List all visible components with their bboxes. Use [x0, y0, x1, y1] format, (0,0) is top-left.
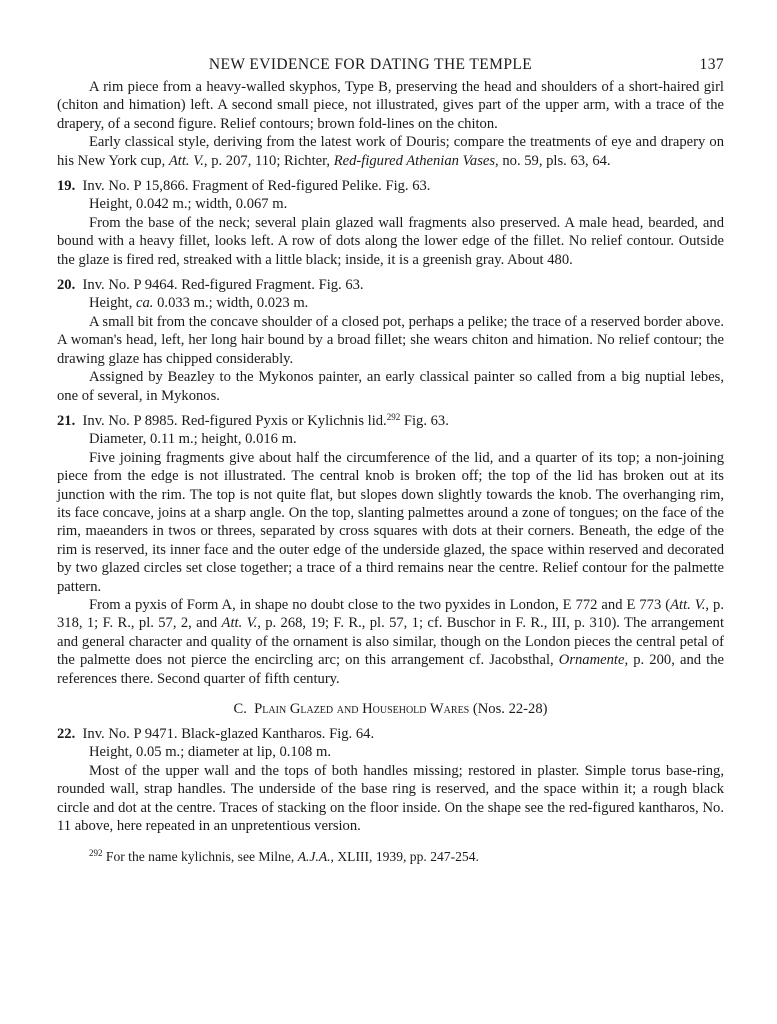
section-title: Plain Glazed and Household Wares: [254, 701, 470, 717]
running-title: NEW EVIDENCE FOR DATING THE TEMPLE: [208, 56, 533, 73]
catalogue-entry-21: [57, 412, 724, 688]
entry-description: A small bit from the concave shoulder of a closed pot, perhaps a pelike; the trace of a reserved border above. A woman's head, left, her long hair bound by a broad fillet; she wears chiton and himation. No relief contour; the drawing glaze has chipped considerably.: [57, 313, 724, 367]
entry-dimensions: Height, ca. 0.033 m.; width, 0.023 m.: [89, 295, 309, 312]
entry-heading: 21. Inv. No. P 8985. Red-figured Pyxis or Kylichnis lid.$^{292}$ Fig. 63.: [57, 411, 449, 429]
page-number: 137: [699, 56, 724, 73]
entry-dimensions: Diameter, 0.11 m.; height, 0.016 m.: [89, 431, 297, 448]
intro-paragraph-2: Early classical style, deriving from the latest work of Douris; compare the treatments of eye and drapery on his New York cup, Att. V., p. 207, 110; Richter, Red-figured Athenian Vases, no. 59, pls. 63, 64.: [57, 134, 724, 169]
entry-description: From the base of the neck; several plain glazed wall fragments also preserved. A male head, bearded, and bound with a heavy fillet, looks left. A row of dots along the lower edge of the fillet. No relief contour. Outside the glaze is fired red, streaked with a little black; inside, it is a greenish gray. About 480.: [57, 214, 724, 268]
entry-heading: 20. Inv. No. P 9464. Red-figured Fragment. Fig. 63.: [57, 277, 364, 294]
catalogue-entry-20: [57, 276, 724, 405]
page: [57, 56, 724, 865]
entry-attribution: Assigned by Beazley to the Mykonos painter, an early classical painter so called from a big nuptial lebes, one of several, in Mykonos.: [57, 369, 724, 404]
entry-dimensions: Height, 0.05 m.; diameter at lip, 0.108 m.: [89, 744, 331, 761]
entry-heading: 22. Inv. No. P 9471. Black-glazed Kantharos. Fig. 64.: [57, 726, 375, 742]
footnote-reference[interactable]: 292: [386, 411, 401, 422]
section-heading: C. Plain Glazed and Household Wares (Nos. 22-28): [233, 701, 548, 717]
intro-paragraph-1: A rim piece from a heavy-walled skyphos, Type B, preserving the head and shoulders of a short-haired girl (chiton and himation) left. A second small piece, not illustrated, gives part of the upper arm, with a trace of the drapery, of a second figure. Relief contours; brown fold-lines on the chiton.: [57, 79, 724, 132]
entry-description: Five joining fragments give about half the circumference of the lid, and a quarter of its top; a non-joining piece from the edge is not illustrated. The central knob is broken off; the top of the lid has broken out at its junction with the rim. The top is not quite flat, but slopes down slightly towards the knob. The overhanging rim, its face concave, joins at a sharp angle. On the top, slanting palmettes around a zone of tongues; on the face of the rim, maeanders in twos or threes, separated by cross squares with dots at their corners. Beneath, the edge of the rim is reserved, its inner face and the outer edge of the underside glazed, the space within reserved and decorated by two glazed circles set close together; a trace of a third remains near the centre. Relief contour for the palmette pattern.: [57, 449, 724, 595]
entry-comparison: From a pyxis of Form A, in shape no doubt close to the two pyxides in London, E 772 and E 773 (Att. V., p. 318, 1; F. R., pl. 57, 2, and Att. V., p. 268, 19; F. R., pl. 57, 1; cf. Buschor in F. R., III, p. 310). The arrangement and general character and quality of the ornament is also similar, though on the London pieces the central petal of the palmette does not pierce the encircling arc; on this arrangement cf. Jacobsthal, Ornamente, p. 200, and the references there. Second quarter of fifth century.: [57, 596, 724, 687]
running-header: [57, 56, 724, 78]
footnote-292: $^{292}$ For the name kylichnis, see Milne, A.J.A., XLIII, 1939, pp. 247-254.: [89, 848, 479, 865]
catalogue-entry-22: [57, 725, 724, 835]
entry-dimensions: Height, 0.042 m.; width, 0.067 m.: [89, 196, 288, 213]
catalogue-entry-19: [57, 177, 724, 269]
entry-description: Most of the upper wall and the tops of both handles missing; restored in plaster. Simple torus base-ring, rounded wall, strap handles. The underside of the base ring is reserved, and the space within it; a rough black circle and dot at the centre. Traces of stacking on the floor inside. On the shape see the red-figured kantharos, No. 11 above, here repeated in an unpretentious version.: [57, 762, 724, 835]
entry-heading: 19. Inv. No. P 15,866. Fragment of Red-figured Pelike. Fig. 63.: [57, 178, 431, 195]
